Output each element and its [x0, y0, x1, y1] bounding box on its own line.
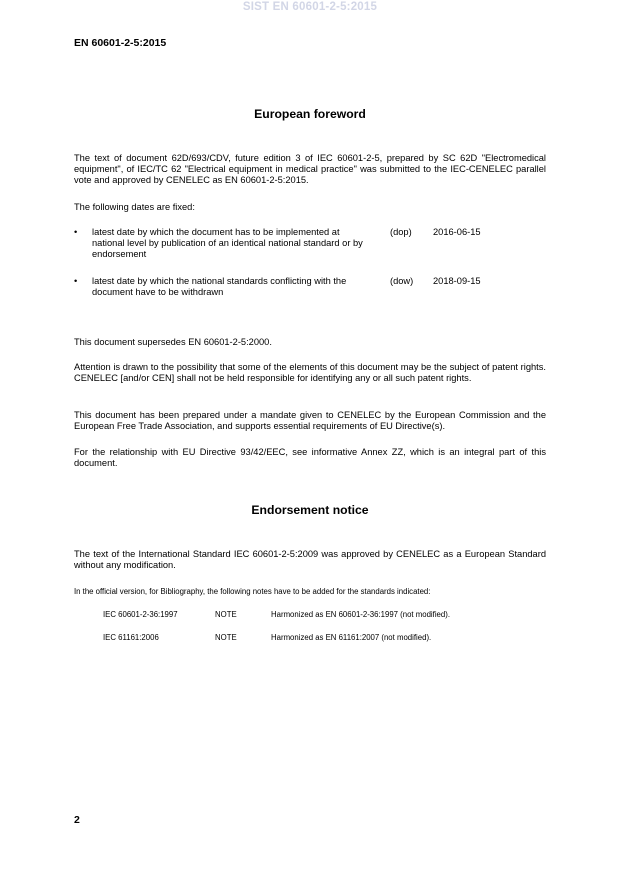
- bullet-icon: •: [74, 276, 78, 286]
- endorsement-title: Endorsement notice: [251, 503, 369, 517]
- date-description: latest date by which the national standards conflicting with the document have to be withdrawn: [92, 276, 347, 298]
- note-text: Harmonized as EN 60601-2-36:1997 (not modified).: [271, 610, 450, 619]
- date-description: latest date by which the document has to be implemented at national level by publication of an identical national standard or by endorsement: [92, 227, 363, 260]
- bullet-icon: •: [74, 227, 78, 237]
- date-code: (dop): [390, 227, 412, 237]
- date-value: 2018-09-15: [433, 276, 481, 286]
- foreword-title: European foreword: [254, 107, 366, 121]
- foreword-intro: The text of document 62D/693/CDV, future edition 3 of IEC 60601-2-5, prepared by SC 62D "Electromedical equipment", of IEC/TC 62 "Electrical equipment in medical practice" was submitted to the IEC-CENELEC parallel vote and approved by CENELEC as EN 60601-2-5:2015.: [74, 153, 546, 186]
- note-standard: IEC 60601-2-36:1997: [103, 610, 178, 619]
- dates-list-item: [74, 276, 546, 300]
- document-id: EN 60601-2-5:2015: [74, 37, 167, 49]
- date-value: 2016-06-15: [433, 227, 481, 237]
- endorsement-text: The text of the International Standard IEC 60601-2-5:2009 was approved by CENELEC as a European Standard without any modification.: [74, 549, 546, 571]
- note-label: NOTE: [215, 633, 237, 642]
- bibliography-intro: In the official version, for Bibliography, the following notes have to be added for the standards indicated:: [74, 587, 431, 596]
- note-row: [103, 633, 543, 645]
- note-standard: IEC 61161:2006: [103, 633, 159, 642]
- note-row: [103, 610, 543, 622]
- note-label: NOTE: [215, 610, 237, 619]
- note-text: Harmonized as EN 61161:2007 (not modified).: [271, 633, 432, 642]
- directive-text: For the relationship with EU Directive 93/42/EEC, see informative Annex ZZ, which is an integral part of this document.: [74, 447, 546, 469]
- date-code: (dow): [390, 276, 414, 286]
- dates-intro: The following dates are fixed:: [74, 202, 195, 212]
- page-number: 2: [74, 814, 80, 826]
- patent-text: Attention is drawn to the possibility that some of the elements of this document may be the subject of patent rights. CENELEC [and/or CEN] shall not be held responsible for identifying any or all such patent rights.: [74, 362, 546, 384]
- watermark: SIST EN 60601-2-5:2015: [242, 1, 378, 13]
- mandate-text: This document has been prepared under a mandate given to CENELEC by the European Commission and the European Free Trade Association, and supports essential requirements of EU Directive(s).: [74, 410, 546, 432]
- supersedes-text: This document supersedes EN 60601-2-5:2000.: [74, 337, 272, 347]
- dates-list-item: [74, 227, 546, 263]
